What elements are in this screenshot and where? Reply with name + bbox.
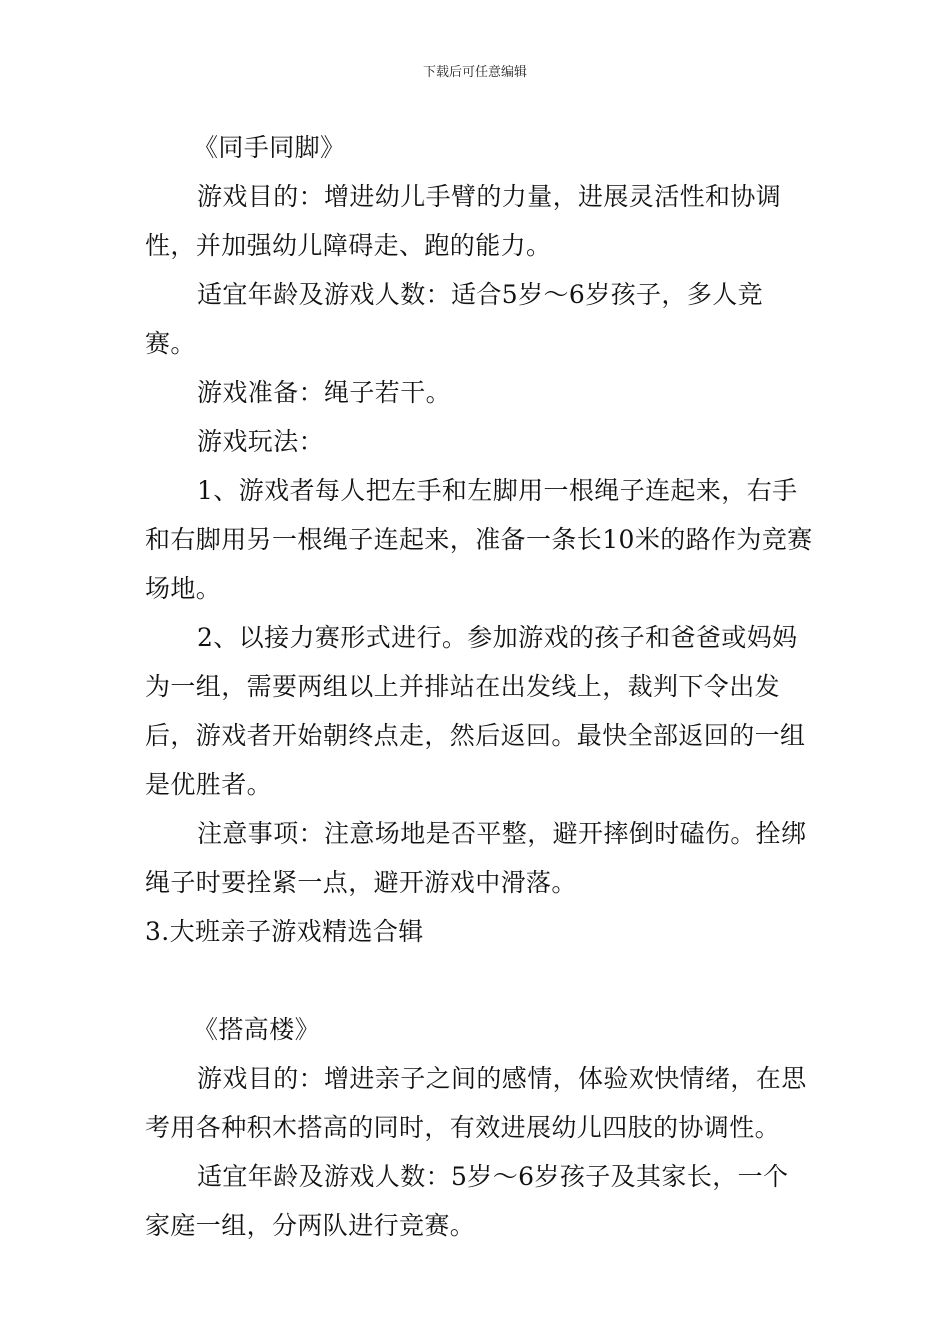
paragraph-notes-1: 注意事项：注意场地是否平整，避开摔倒时磕伤。拴绑绳子时要拴紧一点，避开游戏中滑落。 bbox=[145, 819, 807, 897]
blank-line bbox=[145, 956, 813, 1005]
paragraph-preparation-1: 游戏准备：绳子若干。 bbox=[197, 378, 452, 407]
paragraph-rules-heading-1: 游戏玩法： bbox=[197, 427, 325, 456]
paragraph-age-1: 适宜年龄及游戏人数：适合5岁～6岁孩子，多人竞赛。 bbox=[145, 280, 764, 358]
paragraph-rule-1: 1、游戏者每人把左手和左脚用一根绳子连起来，右手和右脚用另一根绳子连起来，准备一条长10米的路作为竞赛场地。 bbox=[145, 476, 813, 603]
paragraph-purpose-1: 游戏目的：增进幼儿手臂的力量，进展灵活性和协调性，并加强幼儿障碍走、跑的能力。 bbox=[145, 182, 782, 260]
game-title-dagaolou: 《搭高楼》 bbox=[193, 1015, 321, 1044]
page-header: 下载后可任意编辑 bbox=[422, 65, 527, 80]
paragraph-age-2: 适宜年龄及游戏人数：5岁～6岁孩子及其家长，一个家庭一组，分两队进行竞赛。 bbox=[145, 1162, 789, 1240]
paragraph-rule-2: 2、以接力赛形式进行。参加游戏的孩子和爸爸或妈妈为一组，需要两组以上并排站在出发线上，裁判下令出发后，游戏者开始朝终点走，然后返回。最快全部返回的一组是优胜者。 bbox=[145, 623, 806, 799]
section-heading: 3.大班亲子游戏精选合辑 bbox=[145, 917, 424, 946]
paragraph-purpose-2: 游戏目的：增进亲子之间的感情，体验欢快情绪，在思考用各种积木搭高的同时，有效进展幼儿四肢的协调性。 bbox=[145, 1064, 807, 1142]
game-title-tongshou: 《同手同脚》 bbox=[193, 133, 346, 162]
document-body bbox=[145, 123, 813, 1250]
